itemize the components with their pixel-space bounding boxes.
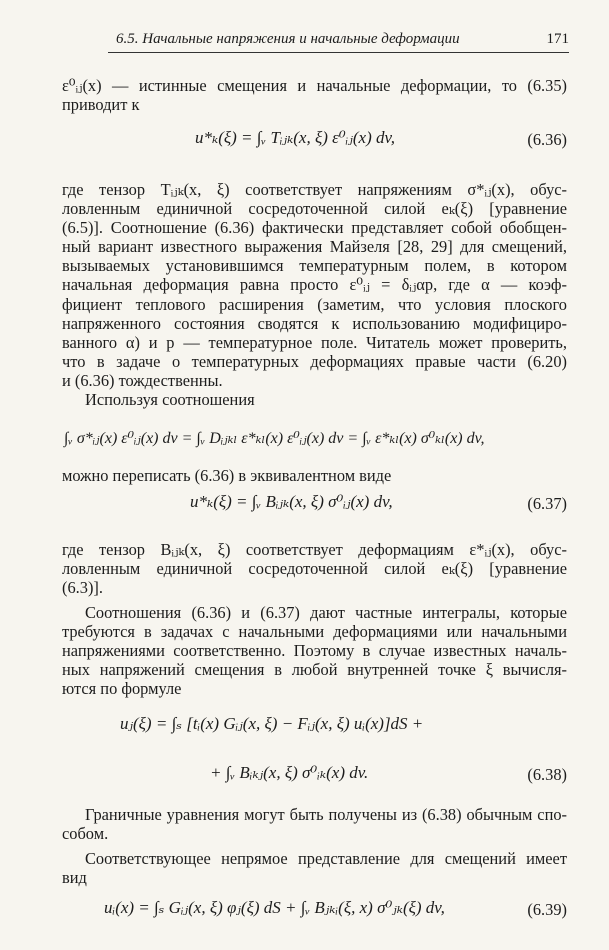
equation: + ∫ᵥ Bᵢₖⱼ(x, ξ) σ⁰ᵢₖ(x) dv. [210,763,369,782]
text-line: что в задаче о температурных деформациях правые части (6.20) [62,352,567,371]
equation-number: (6.38) [527,765,567,784]
text-line: напряженного состояния сводятся к использованию модифициро- [62,314,567,333]
text-line: Соотношения (6.36) и (6.37) дают частные интегралы, которые [85,603,567,622]
equation: u*ₖ(ξ) = ∫ᵥ Bᵢⱼₖ(x, ξ) σ⁰ᵢⱼ(x) dv, [190,492,393,511]
text-line: вид [62,868,87,887]
text-line: ных напряжений смещения в любой внутренней точке ξ вычисля- [62,660,567,679]
text-line: ются по формуле [62,679,182,698]
equation: u*ₖ(ξ) = ∫ᵥ Tᵢⱼₖ(x, ξ) ε⁰ᵢⱼ(x) dv, [195,128,396,147]
equation: uᵢ(x) = ∫ₛ Gᵢⱼ(x, ξ) φⱼ(ξ) dS + ∫ᵥ Bⱼₖᵢ(ξ, x) σ⁰ⱼₖ(ξ) dv, [104,898,445,917]
text-line: Соответствующее непрямое представление для смещений имеет [85,849,567,868]
text-line: где тензор Bᵢⱼₖ(x, ξ) соответствует деформациям ε*ᵢⱼ(x), обус- [62,540,567,559]
equation: uⱼ(ξ) = ∫ₛ [tᵢ(x) Gᵢⱼ(x, ξ) − Fᵢⱼ(x, ξ) uᵢ(x)]dS + [120,714,424,733]
text-line: требуются в задачах с начальными деформациями или начальными [62,622,567,641]
equation-number: (6.36) [527,130,567,149]
text-line: вызываемых установившимся температурным полем, в котором [62,256,567,275]
running-header [108,28,569,53]
text-line: (6.3)]. [62,578,103,597]
text-line: ный вариант известного выражения Майзеля [28, 29] для смещений, [62,237,567,256]
text-line: начальная деформация равна просто ε⁰ᵢⱼ = δᵢⱼαp, где α — коэф- [62,275,567,294]
text-line: Используя соотношения [85,390,255,409]
text-line: приводит к [62,95,140,114]
page-number: 171 [546,31,569,47]
text-line: Граничные уравнения могут быть получены из (6.38) обычным спо- [85,805,567,824]
text-line: и (6.36) тождественны. [62,371,223,390]
text-line: напряжениями соответственно. Поэтому в случае известных началь- [62,641,567,660]
equation: ∫ᵥ σ*ᵢⱼ(x) ε⁰ᵢⱼ(x) dv = ∫ᵥ Dᵢⱼₖₗ ε*ₖₗ(x) ε⁰ᵢⱼ(x) dv = ∫ᵥ ε*ₖₗ(x) σ⁰ₖₗ(x) dv, [64,430,485,447]
text-line: где тензор Tᵢⱼₖ(x, ξ) соответствует напряжениям σ*ᵢⱼ(x), обус- [62,180,567,199]
equation-number: (6.37) [527,494,567,513]
text-line: (6.5)]. Соотношение (6.36) фактически представляет собой обобщен- [62,218,567,237]
text-line: ε⁰ᵢⱼ(x) — истинные смещения и начальные деформации, то (6.35) [62,76,567,95]
text-line: фициент теплового расширения (заметим, что условия плоского [62,295,567,314]
text-line: можно переписать (6.36) в эквивалентном виде [62,466,392,485]
section-title: 6.5. Начальные напряжения и начальные деформации [116,31,460,47]
text-line: собом. [62,824,109,843]
text-line: ловленным единичной сосредоточенной силой eₖ(ξ) [уравнение [62,559,567,578]
text-line: ванного α) и p — температурное поле. Читатель может проверить, [62,333,567,352]
text-line: ловленным единичной сосредоточенной силой eₖ(ξ) [уравнение [62,199,567,218]
equation-number: (6.39) [527,900,567,919]
